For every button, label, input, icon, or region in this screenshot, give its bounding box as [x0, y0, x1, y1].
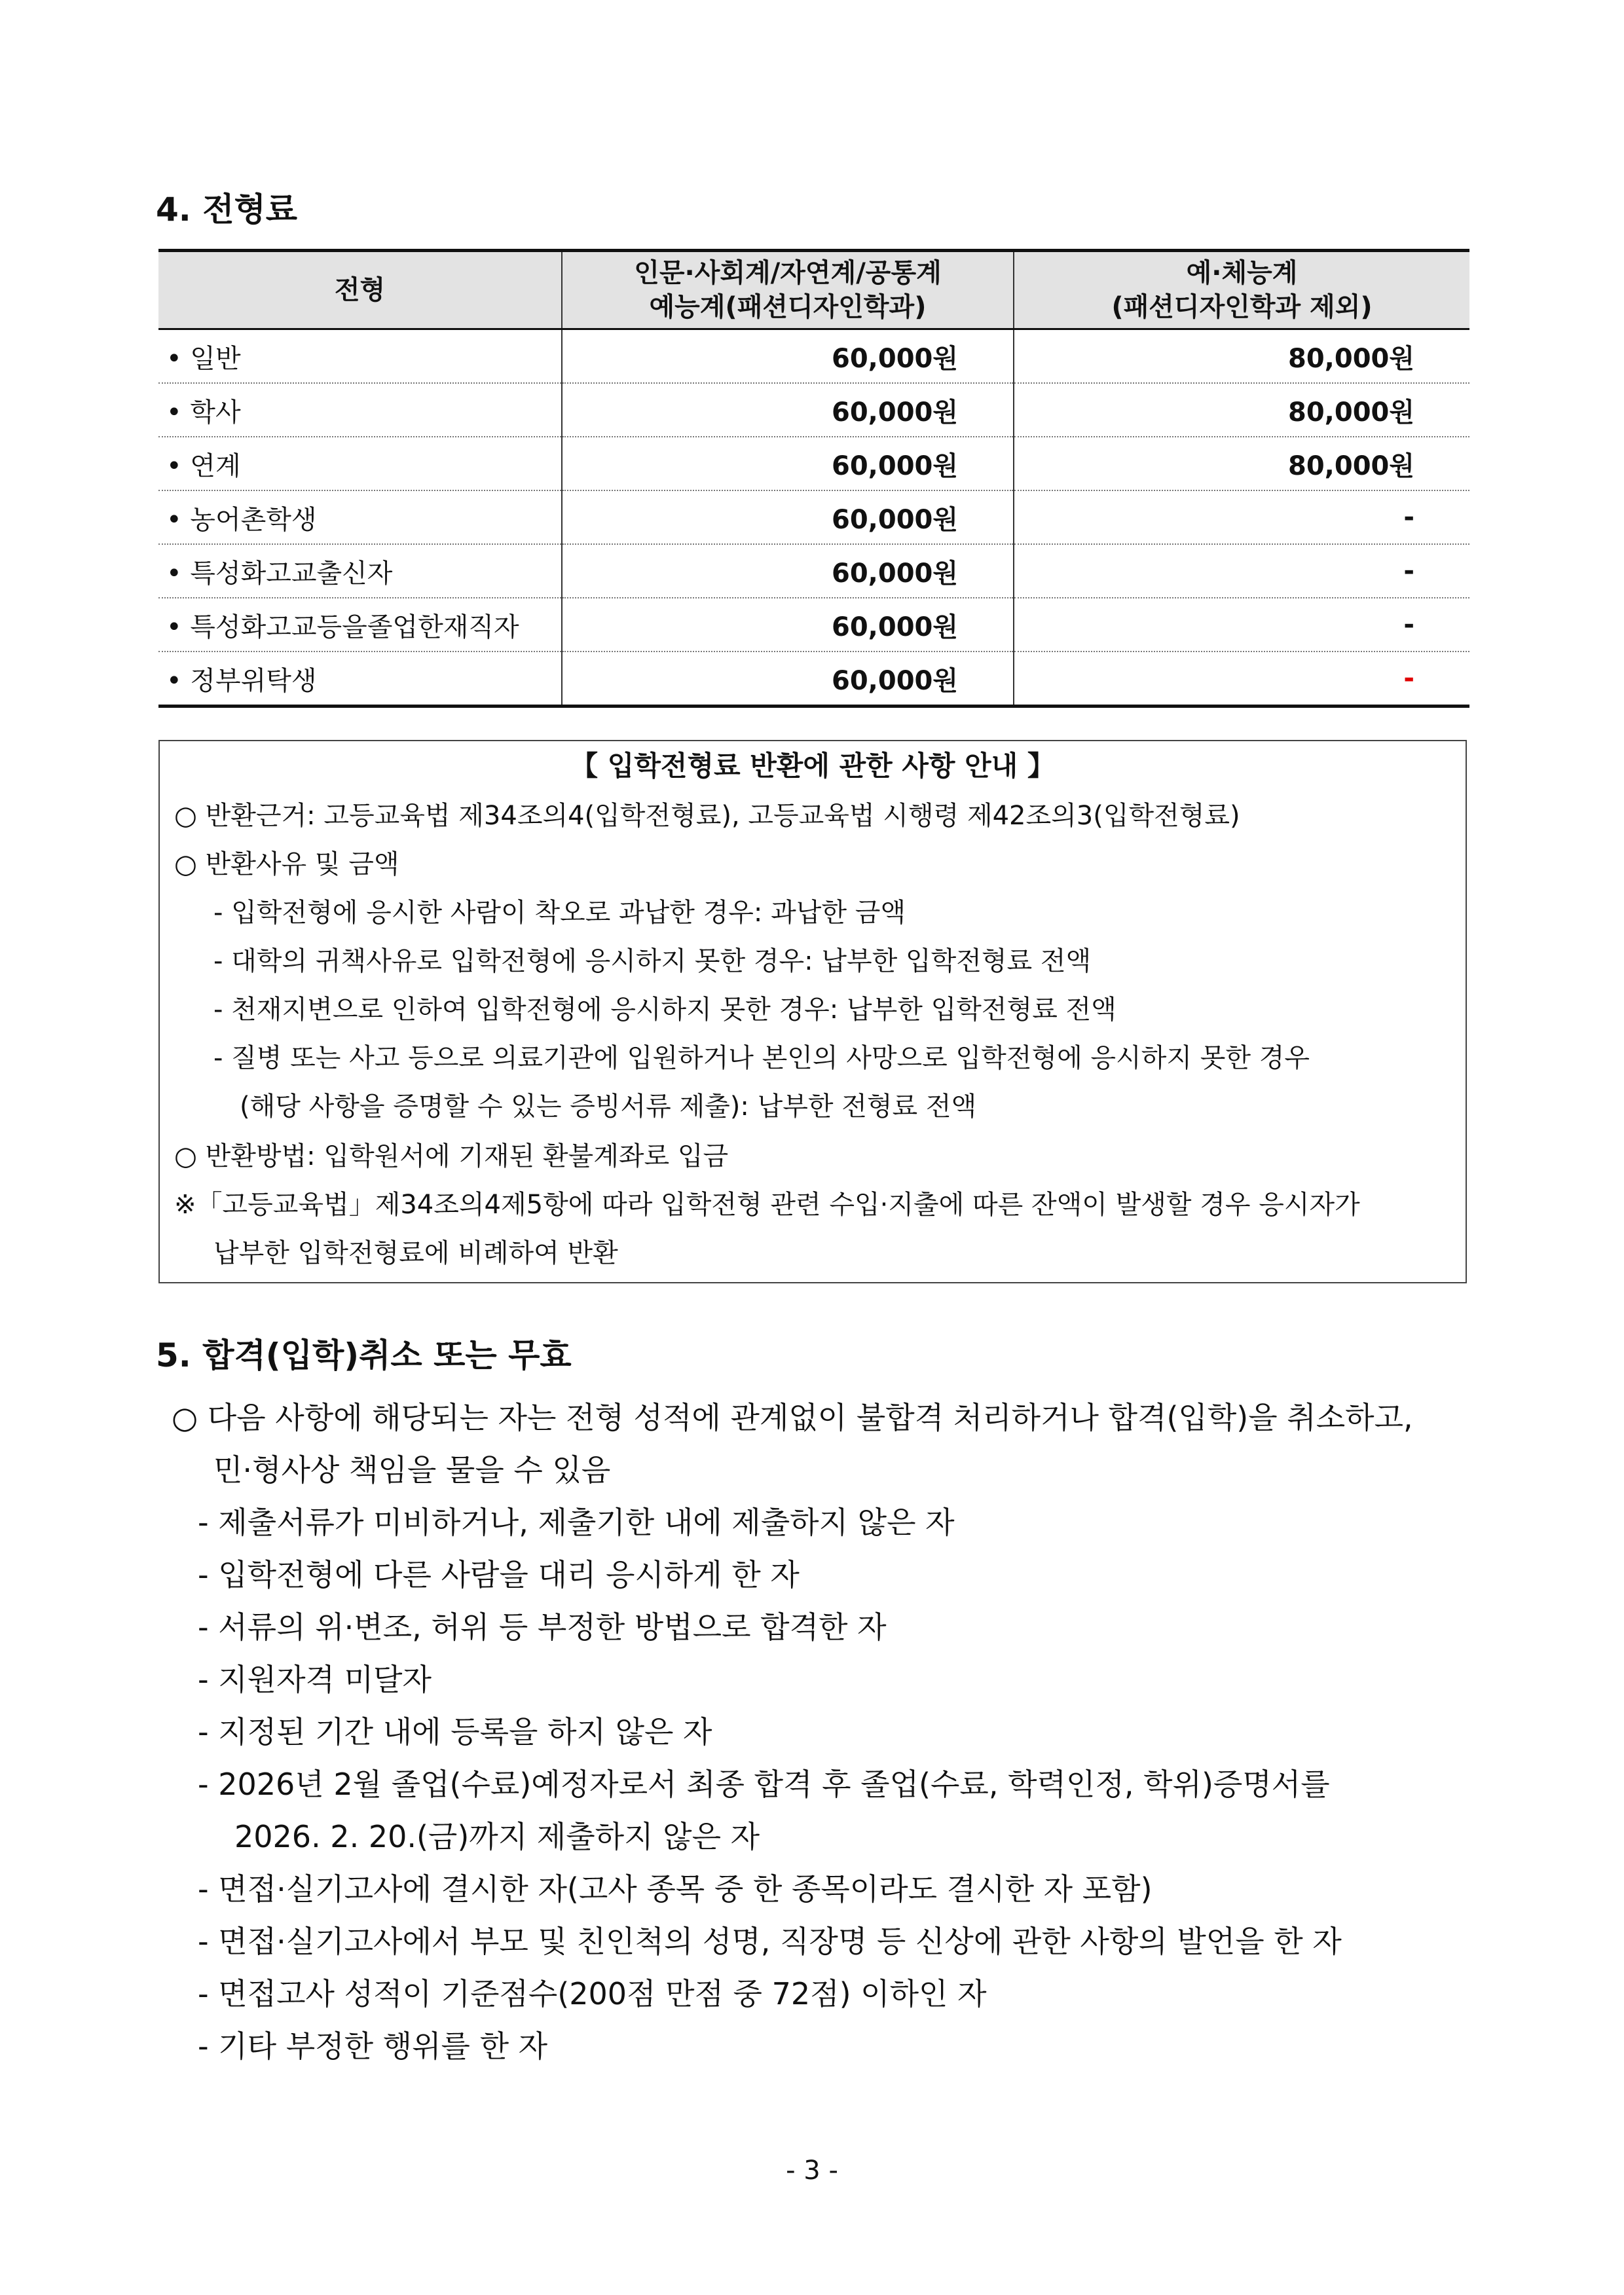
- refund-reason: - 질병 또는 사고 등으로 의료기관에 입원하거나 본인의 사망으로 입학전형에 응시하지 못한 경우: [213, 1043, 1310, 1073]
- header-track: 전형: [158, 251, 562, 329]
- general-fee: 60,000원: [562, 544, 1014, 598]
- arts-fee: 80,000원: [1014, 437, 1469, 490]
- table-row: [158, 329, 1469, 384]
- general-fee: 60,000원: [562, 383, 1014, 437]
- table-row: [158, 598, 1469, 652]
- arts-fee: 80,000원: [1014, 383, 1469, 437]
- refund-box-title: 【 입학전형료 반환에 관한 사항 안내 】: [570, 750, 1055, 782]
- general-fee: 60,000원: [562, 490, 1014, 544]
- general-fee: 60,000원: [562, 329, 1014, 384]
- cancel-item: - 면접·실기고사에서 부모 및 친인척의 성명, 직장명 등 신상에 관한 사항의 발언을 한 자: [198, 1924, 1342, 1959]
- refund-reason: - 대학의 귀책사유로 입학전형에 응시하지 못한 경우: 납부한 입학전형료 전액: [213, 946, 1092, 976]
- refund-reasons-heading: ○ 반환사유 및 금액: [174, 849, 399, 879]
- cancel-item: - 기타 부정한 행위를 한 자: [198, 2029, 548, 2064]
- table-row: [158, 383, 1469, 437]
- refund-reason: - 입학전형에 응시한 사람이 착오로 과납한 경우: 과납한 금액: [213, 898, 906, 928]
- track-name: • 일반: [158, 329, 562, 384]
- track-name: • 농어촌학생: [158, 490, 562, 544]
- general-fee: 60,000원: [562, 598, 1014, 652]
- arts-fee: -: [1014, 490, 1469, 544]
- cancel-intro-continuation: 민·형사상 책임을 물을 수 있음: [213, 1452, 611, 1488]
- cancel-item-continuation: 2026. 2. 20.(금)까지 제출하지 않은 자: [234, 1819, 760, 1854]
- track-name: • 학사: [158, 383, 562, 437]
- cancel-item: - 입학전형에 다른 사람을 대리 응시하게 한 자: [198, 1557, 800, 1592]
- fee-table-header-row: [158, 251, 1469, 329]
- refund-note-continuation: 납부한 입학전형료에 비례하여 반환: [213, 1238, 618, 1268]
- track-name: • 특성화고교등을졸업한재직자: [158, 598, 562, 652]
- table-row: [158, 544, 1469, 598]
- table-row: [158, 437, 1469, 490]
- cancel-item: - 2026년 2월 졸업(수료)예정자로서 최종 합격 후 졸업(수료, 학력인정, 학위)증명서를: [198, 1767, 1330, 1802]
- cancel-item: - 면접·실기고사에 결시한 자(고사 종목 중 한 종목이라도 결시한 자 포함): [198, 1871, 1153, 1907]
- fee-table: [158, 249, 1469, 708]
- fee-section-title: 4. 전형료: [156, 191, 298, 229]
- page-number: - 3 -: [786, 2156, 838, 2186]
- cancel-intro: ○ 다음 사항에 해당되는 자는 전형 성적에 관계없이 불합격 처리하거나 합격(입학)을 취소하고,: [172, 1400, 1413, 1435]
- arts-fee: -: [1014, 544, 1469, 598]
- cancel-item: - 지정된 기간 내에 등록을 하지 않은 자: [198, 1714, 712, 1750]
- arts-fee: 80,000원: [1014, 329, 1469, 384]
- refund-info-box: [158, 740, 1467, 1283]
- cancel-item: - 제출서류가 미비하거나, 제출기한 내에 제출하지 않은 자: [198, 1505, 955, 1540]
- general-fee: 60,000원: [562, 437, 1014, 490]
- cancel-item: - 서류의 위·변조, 허위 등 부정한 방법으로 합격한 자: [198, 1609, 887, 1645]
- cancel-section-title: 5. 합격(입학)취소 또는 무효: [156, 1336, 572, 1374]
- cancel-item: - 지원자격 미달자: [198, 1662, 432, 1697]
- table-row: [158, 490, 1469, 544]
- refund-reason: - 천재지변으로 인하여 입학전형에 응시하지 못한 경우: 납부한 입학전형료 전액: [213, 995, 1116, 1025]
- header-general-fee: 인문·사회계/자연계/공통계 예능계(패션디자인학과): [562, 251, 1014, 329]
- table-row: [158, 652, 1469, 707]
- refund-reason-continuation: (해당 사항을 증명할 수 있는 증빙서류 제출): 납부한 전형료 전액: [240, 1092, 977, 1122]
- cancel-item: - 면접고사 성적이 기준점수(200점 만점 중 72점) 이하인 자: [198, 1976, 987, 2011]
- header-arts-fee: 예·체능계 (패션디자인학과 제외): [1014, 251, 1469, 329]
- track-name: • 연계: [158, 437, 562, 490]
- track-name: • 특성화고교출신자: [158, 544, 562, 598]
- arts-fee: -: [1014, 652, 1469, 707]
- refund-basis: ○ 반환근거: 고등교육법 제34조의4(입학전형료), 고등교육법 시행령 제42조의3(입학전형료): [174, 801, 1240, 831]
- refund-method: ○ 반환방법: 입학원서에 기재된 환불계좌로 입금: [174, 1141, 729, 1171]
- refund-note: ※「고등교육법」제34조의4제5항에 따라 입학전형 관련 수입·지출에 따른 잔액이 발생할 경우 응시자가: [174, 1190, 1360, 1220]
- track-name: • 정부위탁생: [166, 665, 317, 696]
- arts-fee: -: [1014, 598, 1469, 652]
- general-fee: 60,000원: [562, 652, 1014, 707]
